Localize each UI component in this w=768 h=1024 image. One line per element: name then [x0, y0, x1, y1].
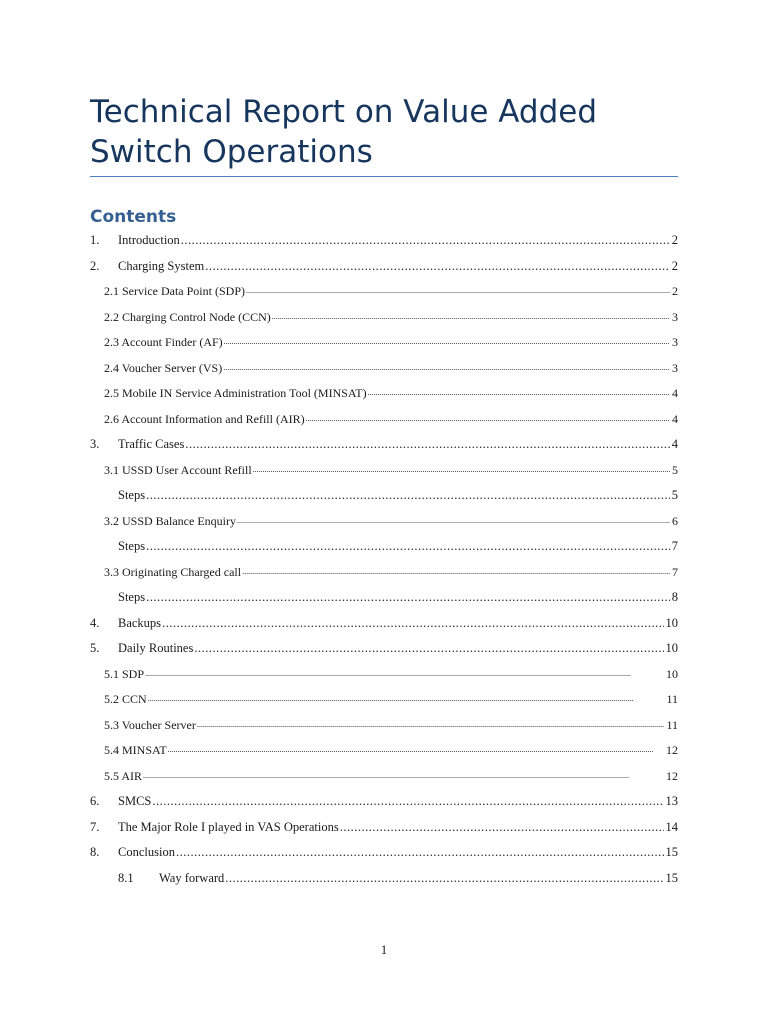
- toc-entry-page: 8: [671, 590, 678, 604]
- toc-dot-leader: [152, 790, 663, 812]
- toc-entry-label: 2.1 Service Data Point (SDP): [104, 284, 245, 298]
- toc-entry-number: 7.: [90, 819, 100, 834]
- toc-dot-leader: [145, 661, 664, 685]
- toc-dot-leader: [146, 535, 670, 557]
- toc-entry-page: 4: [672, 411, 678, 426]
- toc-dot-leader: [162, 612, 663, 634]
- toc-entry-number: 3.: [90, 437, 100, 451]
- toc-entry-page: 7: [672, 564, 678, 579]
- toc-entry-number: 8.: [90, 845, 100, 859]
- toc-entry-page: 3: [672, 335, 678, 349]
- toc-dot-leader: [197, 712, 665, 736]
- toc-entry[interactable]: [118, 867, 678, 889]
- toc-entry-label: 2.5 Mobile IN Service Administration Tool (MINSAT): [104, 386, 367, 400]
- toc-entry-label: Introduction: [118, 233, 180, 247]
- toc-entry[interactable]: [104, 382, 678, 404]
- toc-entry-page: 13: [665, 794, 678, 808]
- toc-entry-page: 10: [665, 615, 678, 630]
- toc-entry[interactable]: [90, 229, 678, 251]
- toc-entry[interactable]: [104, 357, 678, 379]
- toc-dot-leader: [340, 816, 664, 838]
- toc-entry-page: 3: [672, 360, 678, 375]
- toc-entry-page: 10: [666, 666, 678, 681]
- toc-dot-leader: [225, 867, 663, 889]
- toc-entry-page: 6: [672, 513, 678, 528]
- toc-dot-leader: [176, 841, 664, 863]
- toc-entry-label: The Major Role I played in VAS Operations: [118, 819, 339, 834]
- toc-entry-number: 1.: [90, 233, 100, 247]
- toc-entry-number: 5.: [90, 641, 100, 655]
- toc-entry-label: SMCS: [118, 794, 152, 808]
- page-number: 1: [380, 942, 388, 957]
- toc-entry[interactable]: [104, 688, 678, 710]
- toc-entry-label: Charging System: [118, 258, 205, 273]
- toc-entry-label: 5.4 MINSAT: [104, 743, 167, 757]
- toc-entry-label: 2.6 Account Information and Refill (AIR): [104, 411, 305, 426]
- toc-entry-label: Daily Routines: [118, 641, 194, 655]
- toc-entry[interactable]: [104, 408, 678, 430]
- toc-entry-label: 3.2 USSD Balance Enquiry: [104, 513, 236, 528]
- toc-entry[interactable]: [104, 331, 678, 353]
- toc-entry[interactable]: [104, 561, 678, 583]
- toc-dot-leader: [146, 586, 670, 608]
- contents-heading: Contents: [90, 207, 177, 227]
- toc-entry[interactable]: [104, 714, 678, 736]
- toc-dot-leader: [143, 763, 664, 787]
- toc-dot-leader: [185, 433, 669, 455]
- toc-entry-label: 2.2 Charging Control Node (CCN): [104, 309, 271, 324]
- toc-entry[interactable]: [90, 433, 678, 455]
- toc-entry-page: 4: [672, 386, 678, 400]
- toc-dot-leader: [246, 278, 670, 302]
- toc-entry-number: 8.1: [118, 870, 134, 885]
- toc-entry[interactable]: [90, 816, 678, 838]
- toc-entry-label: Backups: [118, 615, 162, 630]
- toc-dot-leader: [168, 737, 664, 761]
- toc-dot-leader: [205, 255, 670, 277]
- toc-dot-leader: [224, 329, 670, 353]
- toc-entry-page: 2: [671, 258, 678, 273]
- toc-entry-page: 11: [666, 692, 678, 706]
- toc-entry[interactable]: [104, 765, 678, 787]
- toc-entry-page: 2: [672, 284, 678, 298]
- toc-entry-label: Traffic Cases: [118, 437, 185, 451]
- toc-entry[interactable]: [118, 586, 678, 608]
- toc-entry-page: 14: [665, 819, 678, 834]
- toc-entry[interactable]: [118, 484, 678, 506]
- toc-entry-label: 3.3 Originating Charged call: [104, 564, 242, 579]
- toc-entry[interactable]: [104, 280, 678, 302]
- toc-dot-leader: [253, 457, 670, 481]
- toc-entry-page: 5: [672, 462, 678, 477]
- toc-dot-leader: [237, 508, 670, 532]
- toc-dot-leader: [148, 686, 665, 710]
- toc-dot-leader: [146, 484, 670, 506]
- toc-entry-label: 2.3 Account Finder (AF): [104, 335, 223, 349]
- toc-entry-page: 5: [671, 488, 678, 502]
- toc-entry[interactable]: [104, 510, 678, 532]
- toc-entry[interactable]: [104, 739, 678, 761]
- toc-entry-page: 10: [665, 641, 678, 655]
- toc-entry-page: 15: [665, 845, 678, 859]
- toc-entry-page: 12: [666, 768, 678, 783]
- toc-dot-leader: [181, 229, 670, 251]
- toc-entry[interactable]: [104, 306, 678, 328]
- toc-dot-leader: [272, 304, 670, 328]
- toc-dot-leader: [368, 380, 670, 404]
- toc-dot-leader: [194, 637, 663, 659]
- toc-entry-label: 5.5 AIR: [104, 768, 143, 783]
- toc-entry-page: 12: [666, 743, 678, 757]
- toc-entry-page: 15: [665, 870, 678, 885]
- toc-entry-label: 5.2 CCN: [104, 692, 147, 706]
- toc-entry[interactable]: [104, 459, 678, 481]
- toc-entry[interactable]: [118, 535, 678, 557]
- toc-dot-leader: [242, 559, 670, 583]
- toc-entry-label: Conclusion: [118, 845, 175, 859]
- document-title: Technical Report on Value Added Switch Operations: [90, 94, 598, 170]
- toc-entry[interactable]: [90, 790, 678, 812]
- toc-entry-label: 2.4 Voucher Server (VS): [104, 360, 223, 375]
- toc-entry[interactable]: [90, 255, 678, 277]
- toc-entry-number: 2.: [90, 258, 100, 273]
- toc-dot-leader: [306, 406, 670, 430]
- toc-entry[interactable]: [90, 841, 678, 863]
- toc-entry-label: 3.1 USSD User Account Refill: [104, 462, 252, 477]
- title-underline: [90, 176, 678, 177]
- toc-entry-label: Steps: [118, 539, 146, 553]
- toc-entry[interactable]: [90, 637, 678, 659]
- toc-entry-number: 6.: [90, 794, 100, 808]
- toc-entry-page: 11: [666, 717, 678, 732]
- toc-entry-number: 4.: [90, 615, 100, 630]
- toc-entry-page: 4: [671, 437, 678, 451]
- toc-entry-label: 5.3 Voucher Server: [104, 717, 196, 732]
- toc-entry-page: 3: [672, 309, 678, 324]
- toc-entry[interactable]: [90, 612, 678, 634]
- toc-entry-label: Steps: [118, 590, 146, 604]
- toc-entry[interactable]: [104, 663, 678, 685]
- toc-entry-page: 2: [671, 233, 678, 247]
- toc-entry-page: 7: [671, 539, 678, 553]
- toc-entry-label: 5.1 SDP: [104, 666, 145, 681]
- toc-entry-label: Steps: [118, 488, 146, 502]
- toc-entry-label: Way forward: [159, 870, 225, 885]
- toc-dot-leader: [223, 355, 670, 379]
